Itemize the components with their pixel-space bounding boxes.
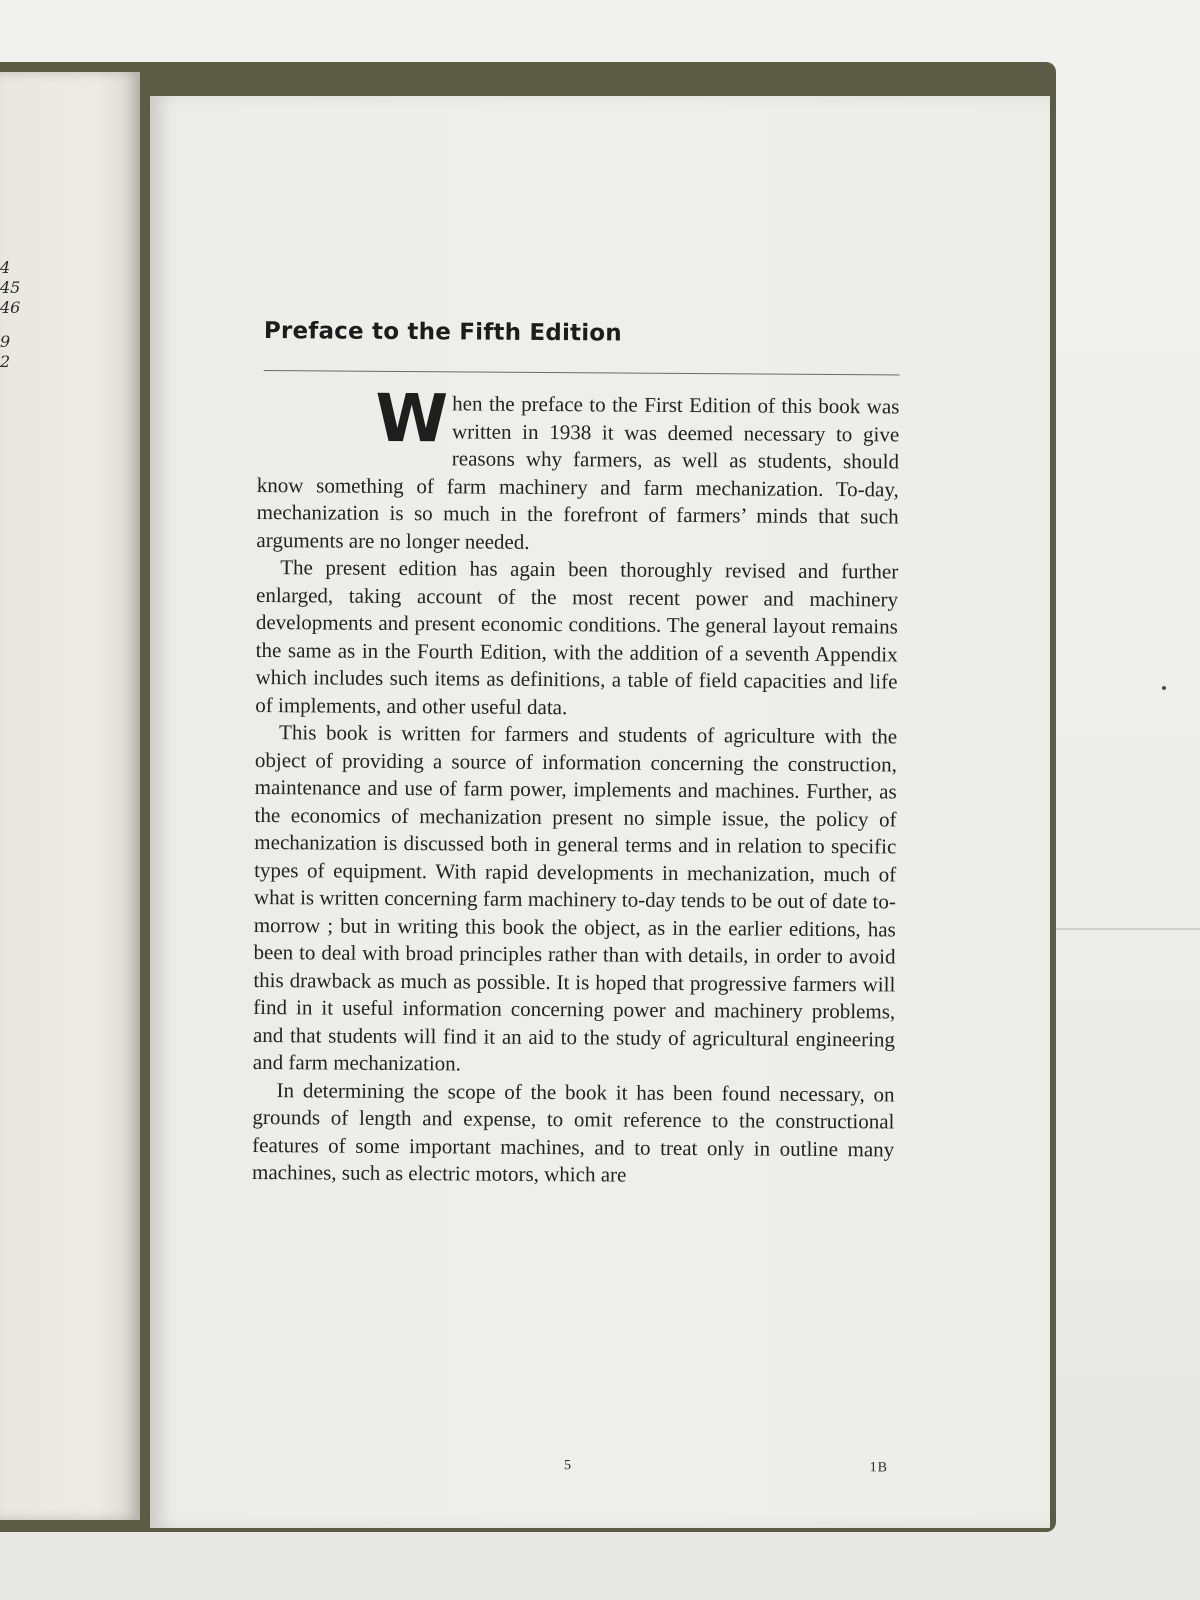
table-seam <box>1048 928 1200 930</box>
page-footer <box>250 1456 892 1476</box>
margin-number: 4 <box>0 258 11 277</box>
paragraph <box>256 379 900 558</box>
drop-cap: W <box>375 379 449 458</box>
paragraph: In determining the scope of the book it has been found necessary, on grounds of length and expense, to omit reference to the constructional features of some important machines, and to treat only in outline many machines, such as electric motors, which are <box>251 1077 895 1187</box>
signature-mark: 1B <box>869 1460 889 1476</box>
margin-number: 9 <box>0 332 11 351</box>
paragraph-text: hen the preface to the First Edition of this book was written in 1938 it was deemed necessary to give reasons why farmers, as well as students, should know something of farm machinery and farm mechanization. To-day, mechanization is so much in the forefront of farmers’ minds that such arguments are no longer needed. <box>256 391 900 554</box>
page-number: 5 <box>563 1458 572 1474</box>
page-content <box>251 318 900 1476</box>
right-page <box>150 96 1050 1528</box>
table-speck <box>1162 686 1166 690</box>
preface-body <box>251 379 900 1191</box>
margin-number: 2 <box>0 352 11 371</box>
margin-number: 45 <box>0 278 21 297</box>
left-page <box>0 72 140 1520</box>
page-title: Preface to the Fifth Edition <box>263 318 623 347</box>
margin-number: 46 <box>0 298 21 317</box>
left-page-margin-numbers <box>0 258 20 372</box>
title-rule <box>264 370 900 375</box>
paragraph: The present edition has again been thoroughly revised and further enlarged, taking account of the most recent power and machinery developments and present economic conditions. The general layout remains the same as in the Fourth Edition, with the addition of a seventh Appendix which includes such items as definitions, a table of field capacities and life of implements, and other useful data. <box>255 555 899 719</box>
paragraph: This book is written for farmers and students of agriculture with the object of providing a source of information concerning the construction, maintenance and use of farm power, implements and machines. Further, as the economics of mechanization present no simple issue, the policy of mechanization is discussed both in general terms and in relation to specific types of equipment. With rapid developments in mechanization, much of what is written concerning farm machinery to-day tends to be out of date to-morrow ; but in writing this book the object, as in the earlier editions, has been to deal with broad principles rather than with details, in order to avoid this drawback as much as possible. It is hoped that progressive farmers will find in it useful information concerning power and machinery problems, and that students will find it an aid to the study of agricultural engineering and farm mechanization. <box>252 720 898 1076</box>
